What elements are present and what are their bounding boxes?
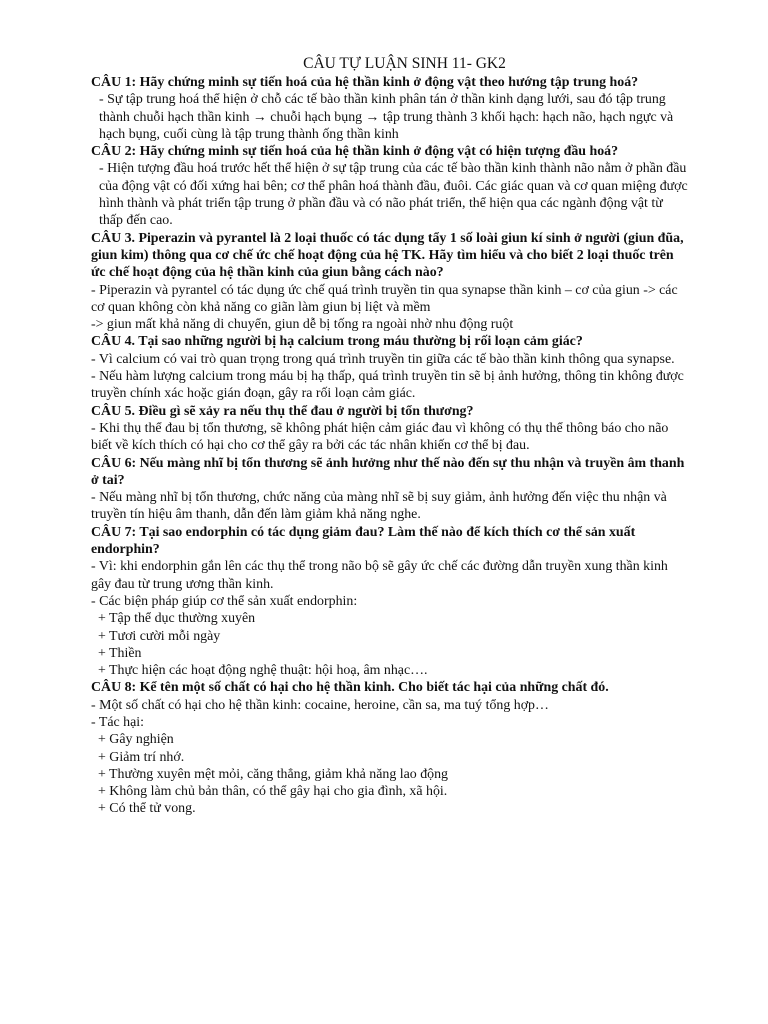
section-5 — [91, 403, 688, 455]
question-2: CÂU 2: Hãy chứng minh sự tiến hoá của hệ thần kinh ở động vật có hiện tượng đầu hoá? — [91, 144, 619, 160]
question-5: CÂU 5. Điều gì sẽ xảy ra nếu thụ thể đau ở người bị tổn thương? — [91, 403, 474, 419]
answer-8-sub-4: + Không làm chủ bản thân, có thể gây hại cho gia đình, xã hội. — [98, 784, 448, 800]
answer-8-line-1: - Một số chất có hại cho hệ thần kinh: cocaine, heroine, cần sa, ma tuý tổng hợp… — [91, 697, 549, 713]
answer-8-sub-1: + Gây nghiện — [98, 732, 174, 748]
answer-3-line-2: -> giun mất khả năng di chuyển, giun dễ bị tống ra ngoài nhờ nhu động ruột — [91, 317, 514, 333]
section-8 — [91, 679, 688, 817]
answer-7-line-2: - Các biện pháp giúp cơ thể sản xuất endorphin: — [91, 593, 358, 609]
answer-1-line-1: - Sự tập trung hoá thể hiện ở chỗ các tế bào thần kinh phân tán ở thần kinh dạng lưới, sau đó tập trung thành chuỗi hạch thần kinh → chuỗi hạch bụng → tập trung thành 3 khối hạch: hạch não, hạch ngực và hạch bụng, cuối cùng là tập trung thành ống thần kinh — [99, 92, 674, 142]
answer-7-line-1: - Vì: khi endorphin gắn lên các thụ thể trong não bộ sẽ gây ức chế các đường dẫn truyền xung thần kinh gây đau từ trung ương thần kinh. — [91, 559, 668, 592]
section-3 — [91, 230, 688, 334]
section-1 — [91, 74, 688, 143]
answer-8-sub-2: + Giảm trí nhớ. — [98, 749, 185, 765]
answer-4-line-1: - Vì calcium có vai trò quan trọng trong quá trình truyền tin giữa các tế bào thần kinh thông qua synapse. — [91, 351, 675, 367]
answer-2-line-1: - Hiện tượng đầu hoá trước hết thể hiện ở sự tập trung của các tế bào thần kinh thành não nằm ở phần đầu của động vật có đối xứng hai bên; cơ thể phân hoá thành đầu, đuôi. Các giác quan và cơ quan miệng được hình thành và phát triển tập trung ở phần đầu và có não phát triển, thể hiện qua các ngành động vật từ thấp đến cao. — [99, 161, 688, 229]
question-1: CÂU 1: Hãy chứng minh sự tiến hoá của hệ thần kinh ở động vật theo hướng tập trung hoá? — [91, 75, 639, 90]
question-6: CÂU 6: Nếu màng nhĩ bị tổn thương sẽ ảnh hưởng như thế nào đến sự thu nhận và truyền âm thanh ở tai? — [91, 455, 685, 488]
answer-6-line-1: - Nếu màng nhĩ bị tổn thương, chức năng của màng nhĩ sẽ bị suy giảm, ảnh hưởng đến việc thu nhận và truyền tín hiệu âm thanh, dẫn đến làm giảm khả năng nghe. — [91, 490, 667, 523]
question-8: CÂU 8: Kể tên một số chất có hại cho hệ thần kinh. Cho biết tác hại của những chất đó. — [91, 680, 609, 696]
answer-7-sub-4: + Thực hiện các hoạt động nghệ thuật: hội hoạ, âm nhạc…. — [98, 663, 428, 679]
section-4 — [91, 333, 688, 402]
answer-8-line-2: - Tác hại: — [91, 714, 144, 730]
answer-7-sub-2: + Tươi cười mỗi ngày — [98, 628, 221, 644]
section-6 — [91, 455, 688, 524]
answer-4-line-2: - Nếu hàm lượng calcium trong máu bị hạ thấp, quá trình truyền tin sẽ bị ảnh hưởng, thông tin không được truyền chính xác hoặc gián đoạn, gây ra rối loạn cảm giác. — [91, 369, 684, 402]
answer-8-sub-3: + Thường xuyên mệt mỏi, căng thẳng, giảm khả năng lao động — [98, 766, 448, 782]
question-4: CÂU 4. Tại sao những người bị hạ calcium trong máu thường bị rối loạn cảm giác? — [91, 334, 583, 350]
answer-3-line-1: - Piperazin và pyrantel có tác dụng ức chế quá trình truyền tin qua synapse thần kinh – cơ của giun -> các cơ quan không còn khả năng co giãn làm giun bị liệt và mềm — [91, 282, 678, 315]
answer-7-sub-3: + Thiền — [98, 645, 142, 661]
answer-5-line-1: - Khi thụ thể đau bị tổn thương, sẽ không phát hiện cảm giác đau vì không có thụ thể thông báo cho não biết về kích thích có hại cho cơ thể gây ra bởi các tác nhân khiến cơ thể bị đau. — [91, 420, 669, 454]
answer-7-sub-1: + Tập thể dục thường xuyên — [98, 611, 256, 627]
document-title: CÂU TỰ LUẬN SINH 11- GK2 — [303, 55, 506, 72]
answer-8-sub-5: + Có thể tử vong. — [98, 801, 196, 817]
section-7 — [91, 524, 688, 680]
section-2 — [91, 143, 688, 229]
question-3: CÂU 3. Piperazin và pyrantel là 2 loại thuốc có tác dụng tẩy 1 số loài giun kí sinh ở người (giun đũa, giun kim) thông qua cơ chế ức chế hoạt động của hệ TK. Hãy tìm hiểu và cho biết 2 loại thuốc trên ức chế hoạt động của hệ thần kinh của giun bằng cách nào? — [91, 230, 684, 281]
question-7: CÂU 7: Tại sao endorphin có tác dụng giảm đau? Làm thế nào để kích thích cơ thể sản xuất endorphin? — [91, 524, 636, 558]
